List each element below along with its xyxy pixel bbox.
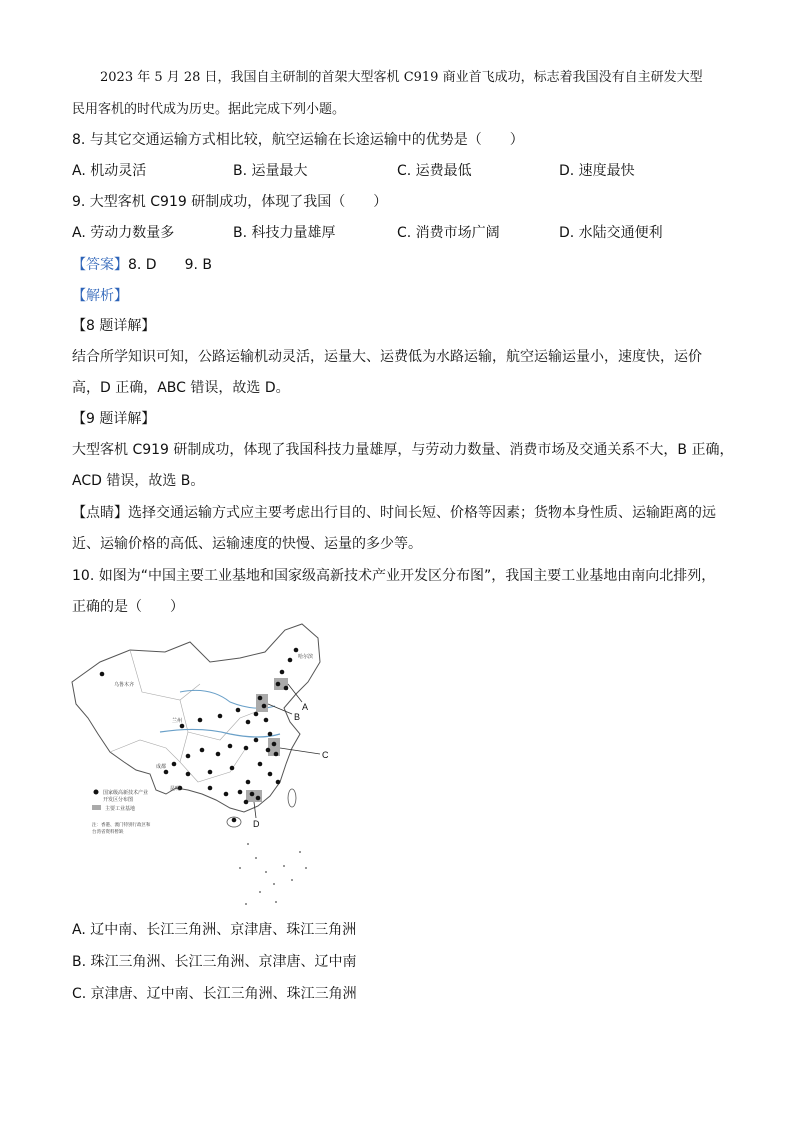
city-harbin: 哈尔滨 xyxy=(298,654,314,660)
q8-option-c: C. 运费最低 xyxy=(397,163,472,179)
answer-tag: 【答案】 xyxy=(72,257,128,273)
china-outline xyxy=(72,624,320,812)
q9-stem: 9. 大型客机 C919 研制成功，体现了我国（ ） xyxy=(72,194,388,210)
base-jingjintang xyxy=(256,694,268,712)
q10-option-c: C. 京津唐、辽中南、长江三角洲、珠江三角洲 xyxy=(72,986,357,1002)
base-pearl-delta xyxy=(246,790,262,802)
label-c: C xyxy=(322,750,329,760)
answer-line xyxy=(72,255,212,275)
q8-option-a: A. 机动灵活 xyxy=(72,163,147,179)
label-b: B xyxy=(294,712,301,722)
detail9-line-2: ACD 错误，故选 B。 xyxy=(72,473,205,489)
q8-option-d: D. 速度最快 xyxy=(559,163,635,179)
legend-dot-label: 国家级高新技术产业 xyxy=(103,790,149,796)
city-lanzhou: 兰州 xyxy=(172,718,183,724)
q8-option-b: B. 运量最大 xyxy=(233,163,308,179)
analysis-tag: 【解析】 xyxy=(72,288,128,304)
q10-stem-2: 正确的是（ ） xyxy=(72,599,184,615)
intro-line-2: 民用客机的时代成为历史。据此完成下列小题。 xyxy=(72,102,346,117)
city-kunming: 昆明 xyxy=(170,786,181,792)
detail9-tag: 【9 题详解】 xyxy=(72,411,156,427)
q8-stem: 8. 与其它交通运输方式相比较，航空运输在长途运输中的优势是（ ） xyxy=(72,132,524,148)
map-note-1: 注：香港、澳门特别行政区和 xyxy=(92,822,151,827)
city-chengdu: 成都 xyxy=(156,764,167,770)
tip-line-2: 近、运输价格的高低、运输速度的快慢、运量的多少等。 xyxy=(72,536,422,552)
label-a: A xyxy=(302,702,309,712)
q9-option-b: B. 科技力量雄厚 xyxy=(233,225,336,241)
china-industry-map xyxy=(70,622,338,910)
tip-line-1 xyxy=(72,503,716,523)
map-legend xyxy=(92,789,151,835)
detail9-line-1: 大型客机 C919 研制成功，体现了我国科技力量雄厚，与劳动力数量、消费市场及交通关系不大，B 正确， xyxy=(72,442,734,458)
detail8-tag: 【8 题详解】 xyxy=(72,318,156,334)
q9-option-c: C. 消费市场广阔 xyxy=(397,225,500,241)
q9-option-a: A. 劳动力数量多 xyxy=(72,225,175,241)
intro-line-1: 2023 年 5 月 28 日，我国自主研制的首架大型客机 C919 商业首飞成功，标志着我国没有自主研发大型 xyxy=(100,70,703,85)
tip-tag: 【点睛】 xyxy=(72,505,128,521)
city-urumqi: 乌鲁木齐 xyxy=(114,682,135,688)
label-d: D xyxy=(253,819,260,829)
q9-option-d: D. 水陆交通便利 xyxy=(559,225,663,241)
q10-stem-1: 10. 如图为“中国主要工业基地和国家级高新技术产业开发区分布图”，我国主要工业基地由南向北排列， xyxy=(72,568,716,584)
answer-text: 8. D 9. B xyxy=(128,257,212,273)
q10-option-b: B. 珠江三角洲、长江三角洲、京津唐、辽中南 xyxy=(72,954,357,970)
detail8-line-1: 结合所学知识可知，公路运输机动灵活，运量大、运费低为水路运输，航空运输运量小，速度快，运价 xyxy=(72,349,702,365)
map-note-2: 台湾省资料暂缺 xyxy=(92,829,124,834)
legend-box-label: 主要工业基地 xyxy=(105,806,136,812)
detail8-line-2: 高，D 正确，ABC 错误，故选 D。 xyxy=(72,380,290,396)
legend-dot-label-2: 开发区分布图 xyxy=(103,797,134,803)
tip-text-1: 选择交通运输方式应主要考虑出行目的、时间长短、价格等因素；货物本身性质、运输距离的远 xyxy=(128,505,716,521)
q10-option-a: A. 辽中南、长江三角洲、京津唐、珠江三角洲 xyxy=(72,922,357,938)
